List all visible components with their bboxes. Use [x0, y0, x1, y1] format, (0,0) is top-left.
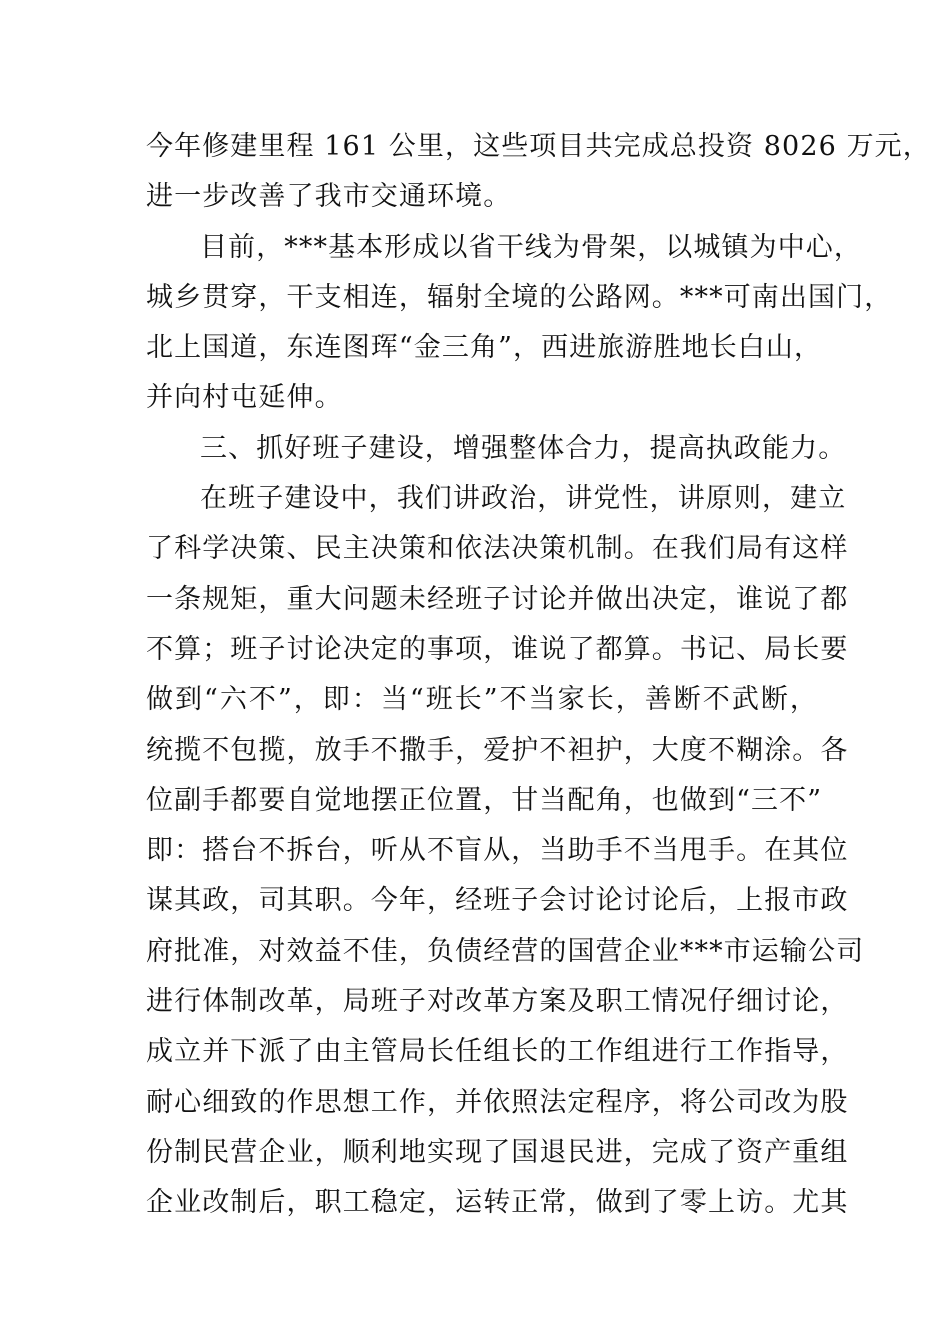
- paragraph: [146, 223, 893, 424]
- text-line: 今年修建里程 161 公里，这些项目共完成总投资 8026 万元，: [146, 131, 931, 162]
- text-line: 份制民营企业，顺利地实现了国退民进，完成了资产重组: [146, 1136, 849, 1168]
- text-line: 位副手都要自觉地摆正位置，甘当配角，也做到“三不”: [146, 784, 823, 816]
- text-line: 做到“六不”，即：当“班长”不当家长，善断不武断，: [146, 684, 818, 716]
- text-line: 北上国道，东连图珲“金三角”，西进旅游胜地长白山，: [146, 332, 823, 364]
- paragraph: [146, 122, 931, 223]
- text-line: 一条规矩，重大问题未经班子讨论并做出决定，谁说了都: [146, 583, 849, 615]
- paragraph: [146, 424, 847, 474]
- text-line: 不算；班子讨论决定的事项，谁说了都算。书记、局长要: [146, 633, 849, 665]
- text-line: 即：搭台不拆台，听从不盲从，当助手不当甩手。在其位: [146, 835, 849, 867]
- text-line: 并向村屯延伸。: [146, 382, 343, 414]
- paragraph: [146, 474, 865, 1228]
- text-line: 耐心细致的作思想工作，并依照法定程序，将公司改为股: [146, 1086, 849, 1118]
- text-line: 谋其政，司其职。今年，经班子会讨论讨论后，上报市政: [146, 885, 849, 917]
- text-line: 进行体制改革，局班子对改革方案及职工情况仔细讨论，: [146, 986, 849, 1018]
- text-line: 统揽不包揽，放手不撒手，爱护不袒护，大度不糊涂。各: [146, 734, 849, 766]
- text-line: 在班子建设中，我们讲政治，讲党性，讲原则，建立: [200, 483, 847, 515]
- text-line: 城乡贯穿，干支相连，辐射全境的公路网。***可南出国门，: [146, 281, 893, 313]
- text-line: 进一步改善了我市交通环境。: [146, 181, 512, 213]
- text-line: 企业改制后，职工稳定，运转正常，做到了零上访。尤其: [146, 1187, 849, 1219]
- document-body: [146, 122, 931, 1229]
- text-line: 成立并下派了由主管局长任组长的工作组进行工作指导，: [146, 1036, 849, 1068]
- text-line: 三、抓好班子建设，增强整体合力，提高执政能力。: [200, 432, 847, 464]
- text-line: 府批准，对效益不佳，负债经营的国营企业***市运输公司: [146, 935, 865, 967]
- text-line: 目前，***基本形成以省干线为骨架，以城镇为中心，: [200, 231, 862, 263]
- text-line: 了科学决策、民主决策和依法决策机制。在我们局有这样: [146, 533, 849, 565]
